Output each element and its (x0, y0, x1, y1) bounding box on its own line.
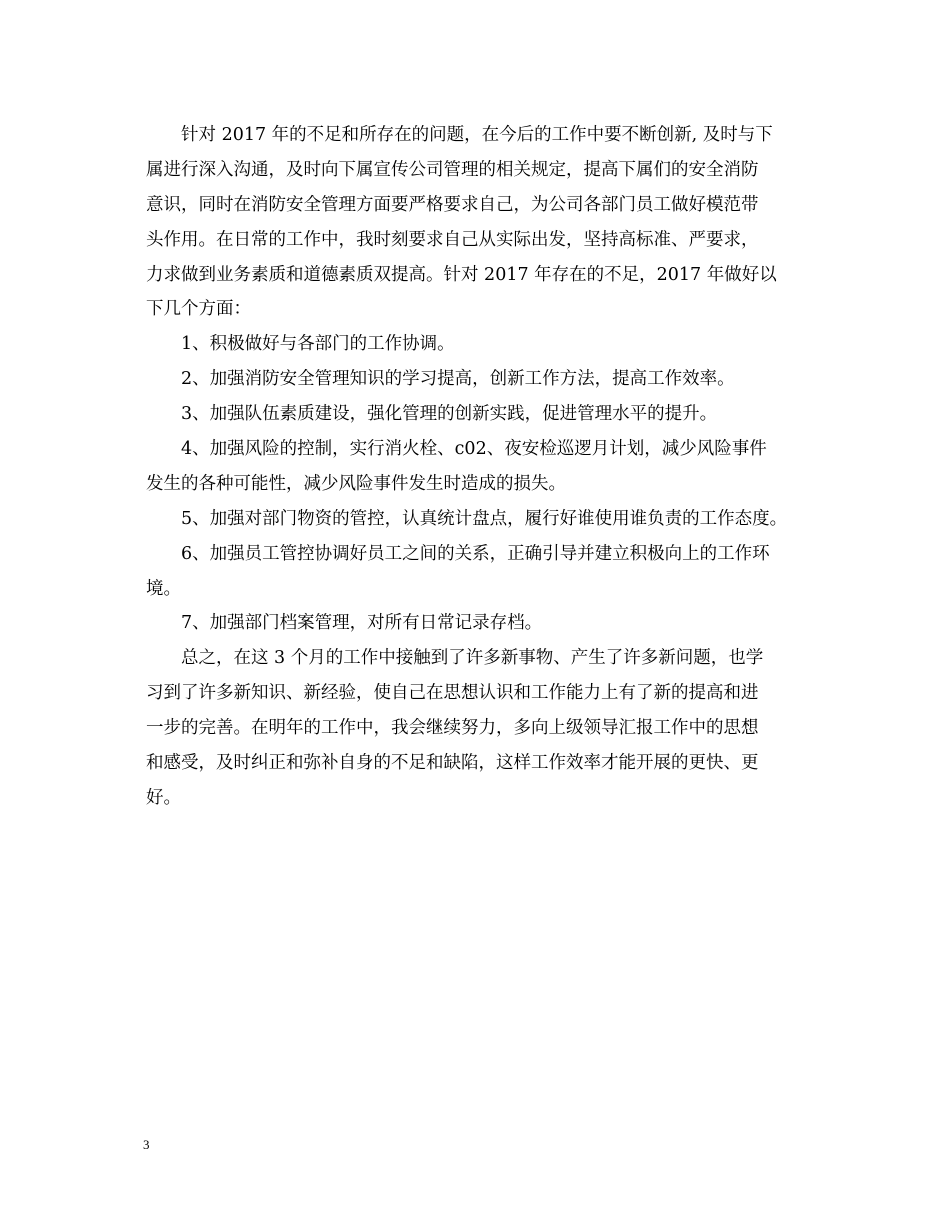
text-line: 1、积极做好与各部门的工作协调。 (181, 334, 455, 355)
text-line: 4、加强风险的控制，实行消火栓、c02、夜安检巡逻月计划，减少风险事件 (181, 439, 767, 460)
text-line: 2、加强消防安全管理知识的学习提高，创新工作方法，提高工作效率。 (181, 369, 735, 390)
document-body (146, 118, 826, 816)
text-line: 发生的各种可能性，减少风险事件发生时造成的损失。 (146, 473, 566, 494)
text-line: 7、加强部门档案管理，对所有日常记录存档。 (181, 613, 543, 634)
text-line: 针对 2017 年的不足和所存在的问题，在今后的工作中要不断创新, 及时与下 (181, 125, 773, 145)
text-line: 好。 (146, 787, 181, 808)
page-number: 3 (143, 1137, 150, 1152)
text-line: 下几个方面： (146, 299, 251, 320)
text-line: 意识，同时在消防安全管理方面要严格要求自己，为公司各部门员工做好模范带 (146, 194, 759, 215)
text-line: 一步的完善。在明年的工作中，我会继续努力，多向上级领导汇报工作中的思想 (146, 718, 759, 739)
text-line: 习到了许多新知识、新经验，使自己在思想认识和工作能力上有了新的提高和进 (146, 683, 759, 704)
text-line: 和感受，及时纠正和弥补自身的不足和缺陷，这样工作效率才能开展的更快、更 (146, 753, 759, 774)
text-line: 属进行深入沟通，及时向下属宣传公司管理的相关规定，提高下属们的安全消防 (146, 159, 759, 180)
text-line: 力求做到业务素质和道德素质双提高。针对 2017 年存在的不足，2017 年做好以 (146, 264, 777, 285)
text-line: 总之，在这 3 个月的工作中接触到了许多新事物、产生了许多新问题，也学 (181, 648, 764, 669)
text-line: 6、加强员工管控协调好员工之间的关系，正确引导并建立积极向上的工作环 (181, 543, 770, 564)
text-line: 3、加强队伍素质建设，强化管理的创新实践，促进管理水平的提升。 (181, 404, 718, 425)
text-line: 5、加强对部门物资的管控，认真统计盘点，履行好谁使用谁负责的工作态度。 (181, 508, 788, 529)
text-line: 头作用。在日常的工作中，我时刻要求自己从实际出发，坚持高标准、严要求， (146, 229, 759, 250)
text-line: 境。 (146, 578, 181, 599)
